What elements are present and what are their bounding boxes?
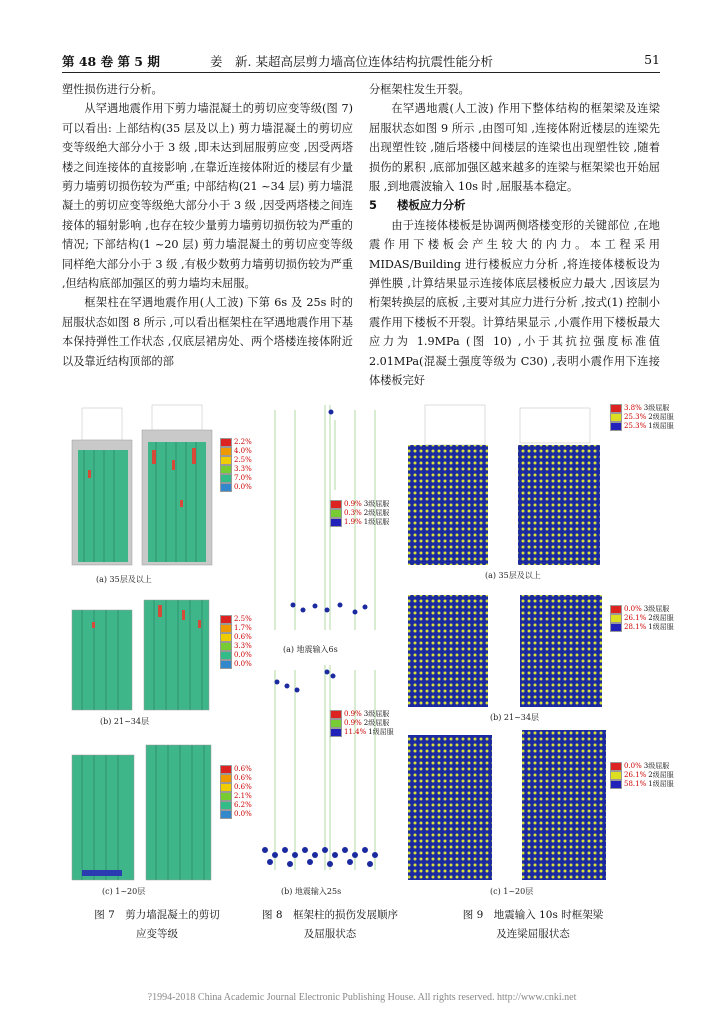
section-number: 5 <box>369 198 377 213</box>
fig7c-legend: 0.6% 0.6% 0.6% 2.1% 6.2% 0.0% <box>220 765 254 819</box>
fig9a-tower-left <box>408 445 488 565</box>
figure-9-image <box>400 400 660 900</box>
fig8b-columns <box>275 665 375 870</box>
fig9c-tower-right <box>522 730 606 880</box>
fig9b-label: (b) 21~34层 <box>490 713 539 722</box>
fig7b-towers <box>72 600 209 710</box>
fig7b-legend: 2.5% 1.7% 0.6% 3.3% 0.0% 0.0% <box>220 615 254 669</box>
fig9c-legend: 0.0% 3级屈服 26.1% 2级屈服 58.1% 1级屈服 <box>610 762 674 789</box>
fig7a-label: (a) 35层及以上 <box>96 575 152 584</box>
fig7b-label: (b) 21~34层 <box>100 717 149 726</box>
fig9b-tower-left <box>408 595 488 707</box>
copyright-footer: ?1994-2018 China Academic Journal Electronic Publishing House. All rights reserved. http://www.cnki.net <box>147 992 577 1003</box>
fig9c-label: (c) 1~20层 <box>490 887 534 896</box>
page-number: 51 <box>644 52 660 67</box>
fig8a-legend: 0.9% 3级屈服 0.3% 2级屈服 1.9% 1级屈服 <box>330 500 389 527</box>
fig8b-legend: 0.9% 3级屈服 0.9% 2级屈服 11.4% 1级屈服 <box>330 710 394 737</box>
figure-9-caption: 图 9 地震输入 10s 时框架梁 及连梁屈服状态 <box>462 909 604 940</box>
fig7a-towers <box>72 405 212 565</box>
fig9a-label: (a) 35层及以上 <box>485 571 541 580</box>
fig9b-tower-right <box>520 595 602 707</box>
fig7c-label: (c) 1~20层 <box>102 887 146 896</box>
figure-8-image <box>255 400 395 900</box>
fig9a-tower-right <box>518 445 600 565</box>
paragraph: 分框架柱发生开裂。 <box>369 83 470 96</box>
fig7c-towers <box>72 745 211 880</box>
fig8a-label: (a) 地震输入6s <box>283 645 338 654</box>
running-header <box>62 52 660 70</box>
figure-8-caption: 图 8 框架柱的损伤发展顺序 及屈服状态 <box>261 909 399 940</box>
paragraph: 在罕遇地震(人工波) 作用下整体结构的框架梁及连梁屈服状态如图 9 所示 ,由图可知 ,连接体附近楼层的连梁先出现塑性铰 ,随后塔楼中间楼层的连梁也出现塑性铰 ,随着损伤的累积 ,底部加强区越来越多的连梁与框架梁也开始屈服 ,到地震波输入 10s 时 ,屈服基本稳定。 <box>369 102 660 194</box>
paragraph: 由于连接体楼板是协调两侧塔楼变形的关键部位 ,在地震作用下楼板会产生较大的内力。本工程采用 MIDAS/Building 进行楼板应力分析 ,将连接体楼板设为弹性膜 ,计算结果显示连接体底层楼板应力最大 ,因该层为桁架转换层的底板 ,主要对其应力进行分析 ,按式(1) 控制小震作用下楼板不开裂。计算结果显示 ,小震作用下楼板最大应力为 1.9MPa (图 10) ,小于其抗拉强度标准值 2.01MPa(混凝土强度等级为 C30) ,表明小震作用下连接体楼板完好 <box>369 218 660 388</box>
journal-volume: 第 48 卷 第 5 期 <box>62 54 160 69</box>
paragraph: 塑性损伤进行分析。 <box>62 83 163 96</box>
fig8b-label: (b) 地震输入25s <box>281 887 342 896</box>
section-title: 楼板应力分析 <box>397 198 466 213</box>
fig9a-legend: 3.8% 3级屈服 25.3% 2级屈服 25.3% 1级屈服 <box>610 404 674 431</box>
paragraph: 框架柱在罕遇地震作用(人工波) 下第 6s 及 25s 时的屈服状态如图 8 所示 ,可以看出框架柱在罕遇地震作用下基本保持弹性工作状态 ,仅底层裙房处、两个塔楼连接体附近以及靠近结构顶部的部 <box>62 296 353 368</box>
left-column <box>62 80 353 371</box>
section-heading <box>369 196 660 215</box>
fig7a-legend: 2.2% 4.0% 2.5% 3.3% 7.0% 0.0% <box>220 438 254 492</box>
fig9a-frame <box>425 405 590 445</box>
fig8b-yield-points <box>262 670 378 868</box>
fig9b-legend: 0.0% 3级屈服 26.1% 2级屈服 28.1% 1级屈服 <box>610 605 674 632</box>
running-title: 姜 新. 某超高层剪力墙高位连体结构抗震性能分析 <box>210 54 493 69</box>
header-rule <box>62 72 660 73</box>
fig9c-tower-left <box>408 735 492 880</box>
paragraph: 从罕遇地震作用下剪力墙混凝土的剪切应变等级(图 7) 可以看出: 上部结构(35 层及以上) 剪力墙混凝土的剪切应变等级绝大部分小于 3 级 ,即未达到屈服剪应变 ,因受两塔楼之间连接体的直接影响 ,在靠近连接体附近的楼层有少量剪力墙剪切损伤较为严重; 中部结构(21 ~34 层) 剪力墙混凝土的剪切应变等级绝大部分小于 3 级 ,因受两塔楼之间连接体的辐射影响 ,也存在较少量剪力墙剪切损伤较为严重的情况; 下部结构(1 ~20 层) 剪力墙混凝土的剪切应变等级同样绝大部分小于 3 级 ,有极少数剪力墙剪切损伤较为严重 ,但结构底部加强区的剪力墙均未屈服。 <box>62 102 353 291</box>
right-column <box>369 80 660 391</box>
figure-7-caption: 图 7 剪力墙混凝土的剪切 应变等级 <box>94 909 220 940</box>
